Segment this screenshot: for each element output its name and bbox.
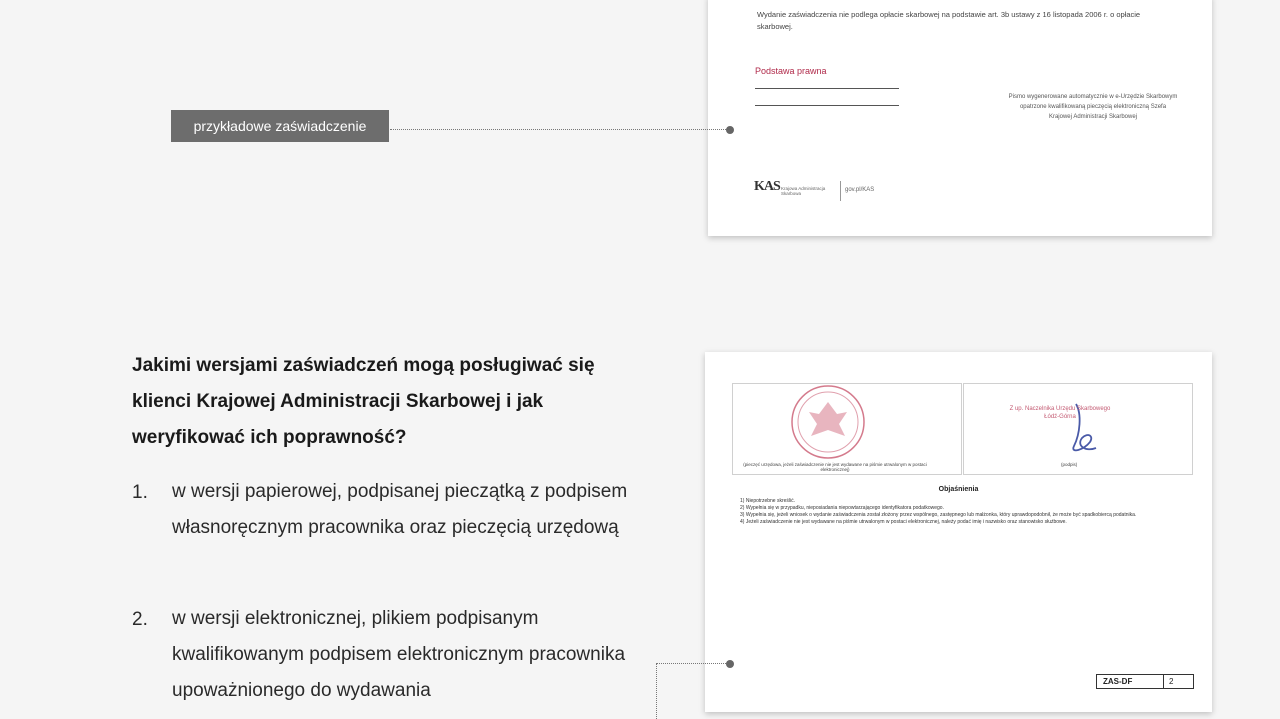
list-item-number: 2. (132, 609, 148, 630)
connector-line (656, 663, 657, 719)
explanations-title: Objaśnienia (938, 486, 979, 493)
form-id-divider (1163, 675, 1164, 688)
kas-logo-subtitle: Krajowa Administracja Skarbowa (781, 186, 826, 196)
list-item-text: w wersji elektronicznej, plikiem podpisanym kwalifikowanym podpisem elektronicznym pracownika upoważnionego do wydawania (172, 608, 626, 701)
signature-line (755, 105, 899, 106)
legal-basis-label: Podstawa prawna (755, 66, 827, 76)
kas-website: gov.pl/KAS (845, 187, 875, 193)
sample-certificate-image-bottom (705, 352, 1212, 712)
connector-line (656, 663, 730, 664)
list-item-number: 1. (132, 482, 148, 503)
form-id-box (1096, 674, 1194, 689)
form-id: ZAS-DF (1103, 677, 1133, 686)
signature-line (755, 88, 899, 89)
explanation-note: 4) Jeżeli zaświadczenie nie jest wydawane na piśmie utrwalonym w postaci elektronicznej, należy podać imię i nazwisko oraz stanowisko służbowe. (740, 519, 1067, 525)
section-heading: Jakimi wersjami zaświadczeń mogą posługiwać się klienci Krajowej Administracji Skarbowej i jak weryfikować ich poprawność? (132, 355, 595, 448)
connector-dot (726, 126, 734, 134)
fee-exemption-note: Wydanie zaświadczenia nie podlega opłacie skarbowej na podstawie art. 3b ustawy z 16 listopada 2006 r. o opłacie skarbowej. (757, 10, 1141, 31)
form-page: 2 (1169, 677, 1174, 686)
sample-certificate-image-top (708, 0, 1212, 236)
auto-generated-note: Pismo wygenerowane automatycznie w e-Urzędzie Skarbowym opatrzone kwalifikowaną pieczęcią elektroniczną Szefa Krajowej Administracji Skarbowej (1008, 94, 1178, 120)
signature-label: (podpis) (1061, 462, 1078, 467)
authorization-stamp: Z up. Naczelnika Urzędu Skarbowego Łódź-Górna (1009, 406, 1111, 420)
connector-line (390, 129, 728, 130)
logo-divider (840, 181, 841, 201)
kas-logo: KAS (754, 179, 780, 194)
official-seal-icon (733, 384, 961, 474)
explanations-list (740, 498, 1185, 526)
sample-certificate-tag: przykładowe zaświadczenie (171, 110, 389, 142)
list-item-text: w wersji papierowej, podpisanej pieczątką z podpisem własnoręcznym pracownika oraz pieczęcią urzędową (172, 481, 628, 538)
seal-caption: (pieczęć urzędowa, jeżeli zaświadczenie nie jest wydawane na piśmie utrwalonym w postaci elektronicznej) (743, 462, 927, 472)
signature-box (963, 383, 1193, 475)
explanation-note: 3) Wypełnia się, jeżeli wniosek o wydanie zaświadczenia został złożony przez wspólnego, zastępnego lub małżonka, który uprawdopodobnił, że może być spadkobiercą podatnika. (740, 512, 1137, 518)
explanation-note: 1) Niepotrzebne skreślić. (740, 498, 796, 504)
handwritten-signature-icon (964, 384, 1192, 474)
explanation-note: 2) Wypełnia się w przypadku, nieposiadania niepowtarzającego identyfikatora podatkowego. (740, 505, 944, 511)
connector-dot (726, 660, 734, 668)
